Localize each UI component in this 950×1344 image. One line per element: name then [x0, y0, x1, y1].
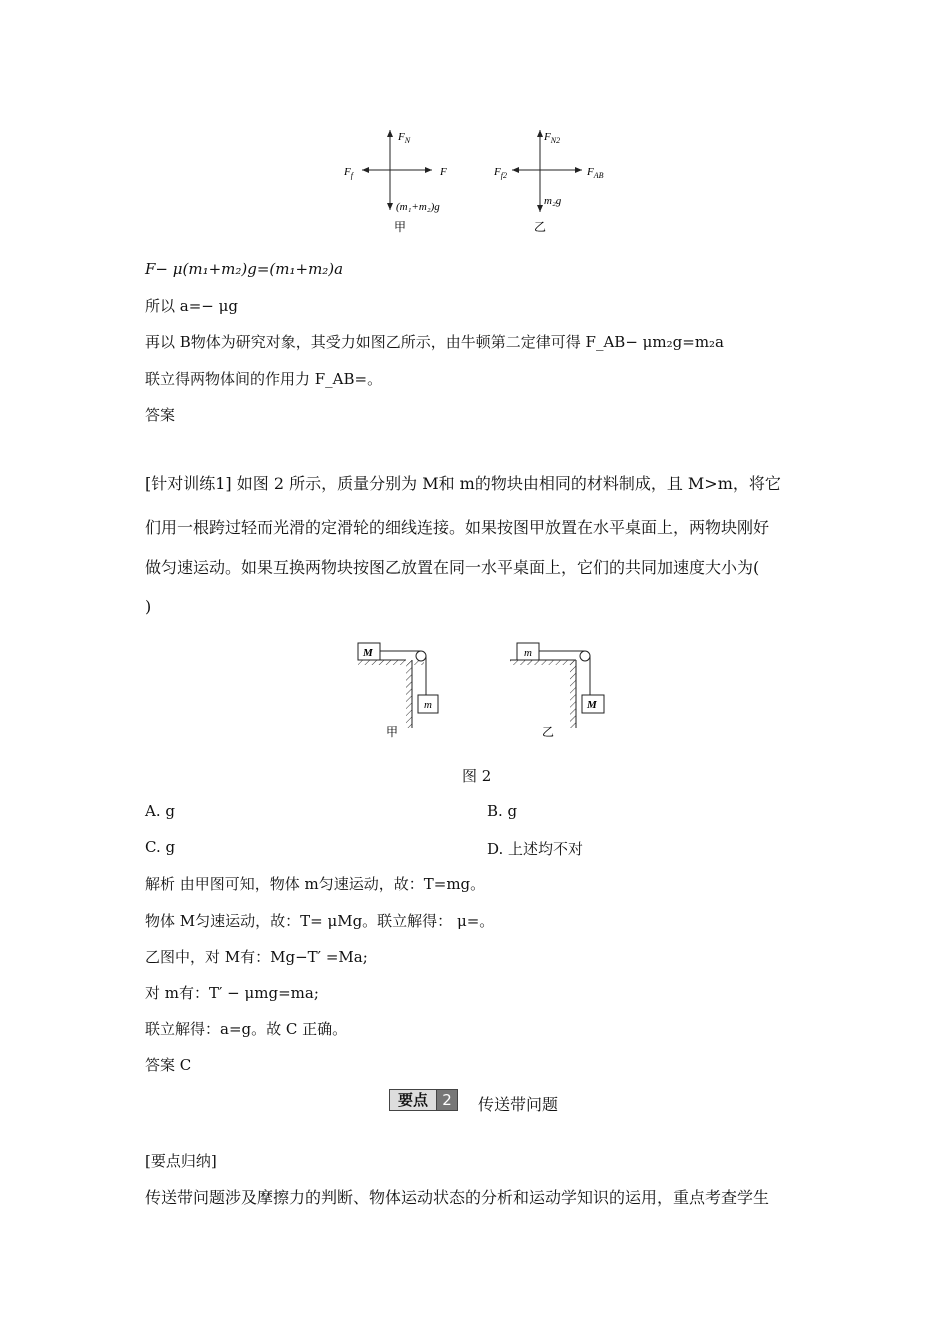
diagram-yi	[493, 130, 604, 234]
equation-line-1: F− μ(m₁+m₂)g=(m₁+m₂)a	[145, 260, 344, 278]
problem-line-4: )	[145, 597, 152, 616]
solution-line-1: 解析 由甲图可知，物体 m匀速运动，故：T=mg。	[145, 875, 486, 893]
svg-text:m: m	[424, 699, 432, 711]
equation-line-2: 所以 a=− μg	[145, 297, 238, 315]
text-line-4: 联立得两物体间的作用力 F_AB=。	[145, 370, 383, 388]
option-d[interactable]: D. 上述均不对	[487, 840, 584, 858]
pulley-figure	[340, 640, 620, 745]
svg-text:M: M	[363, 647, 373, 659]
option-c[interactable]: C. g	[145, 838, 176, 856]
caption-yi: 乙	[534, 220, 547, 234]
problem-line-1: [针对训练1] 如图 2 所示，质量分别为 M和 m的物块由相同的材料制成，且 M>m，将它	[145, 474, 781, 493]
answer-label-2: 答案 C	[145, 1056, 192, 1074]
solution-line-5: 联立解得：a=g。故 C 正确。	[145, 1020, 348, 1038]
problem-line-3: 做匀速运动。如果互换两物块按图乙放置在同一水平桌面上，它们的共同加速度大小为(	[145, 558, 760, 577]
problem-line-2: 们用一根跨过轻而光滑的定滑轮的细线连接。如果按图甲放置在水平桌面上，两物块刚好	[145, 518, 770, 537]
solution-line-2: 物体 M匀速运动，故：T= μMg。联立解得： μ=。	[145, 912, 495, 930]
caption-fig2-yi: 乙	[542, 725, 555, 739]
label-fn: $F_N$	[398, 131, 411, 145]
pulley-jia	[416, 651, 426, 661]
summary-label: [要点归纳]	[145, 1152, 217, 1170]
label-fn2: $F_{N2}$	[544, 131, 561, 145]
section-title: 传送带问题	[478, 1095, 559, 1114]
setup-jia	[358, 643, 438, 739]
pulley-yi	[580, 651, 590, 661]
label-f: F	[440, 166, 447, 178]
solution-line-3: 乙图中，对 M有：Mg−T′ =Ma;	[145, 948, 368, 966]
caption-fig2-jia: 甲	[386, 725, 399, 739]
section-badge-number: 2	[436, 1089, 458, 1111]
caption-jia: 甲	[394, 220, 407, 234]
answer-label-1: 答案	[145, 406, 176, 424]
summary-text: 传送带问题涉及摩擦力的判断、物体运动状态的分析和运动学知识的运用，重点考查学生	[145, 1188, 770, 1207]
option-b[interactable]: B. g	[487, 802, 518, 820]
section-badge	[389, 1089, 459, 1111]
label-ff: $F_f$	[344, 166, 353, 180]
label-ff2: $F_{f2}$	[494, 166, 507, 180]
label-m2g: m₂g	[544, 195, 562, 207]
setup-yi	[510, 643, 604, 739]
figure-2-title: 图 2	[462, 767, 492, 785]
label-weight-total: (m₁+m₂)g	[396, 201, 440, 213]
svg-text:M: M	[587, 699, 597, 711]
diagram-jia	[343, 130, 447, 234]
force-diagrams	[330, 120, 630, 240]
solution-line-4: 对 m有：T′ − μmg=ma;	[145, 984, 319, 1002]
svg-text:m: m	[524, 647, 532, 659]
label-fab: $F_{AB}$	[587, 166, 604, 180]
option-a[interactable]: A. g	[145, 802, 175, 820]
section-badge-label: 要点	[389, 1089, 437, 1111]
text-line-3: 再以 B物体为研究对象，其受力如图乙所示，由牛顿第二定律可得 F_AB− μm₂g=m₂a	[145, 333, 724, 351]
